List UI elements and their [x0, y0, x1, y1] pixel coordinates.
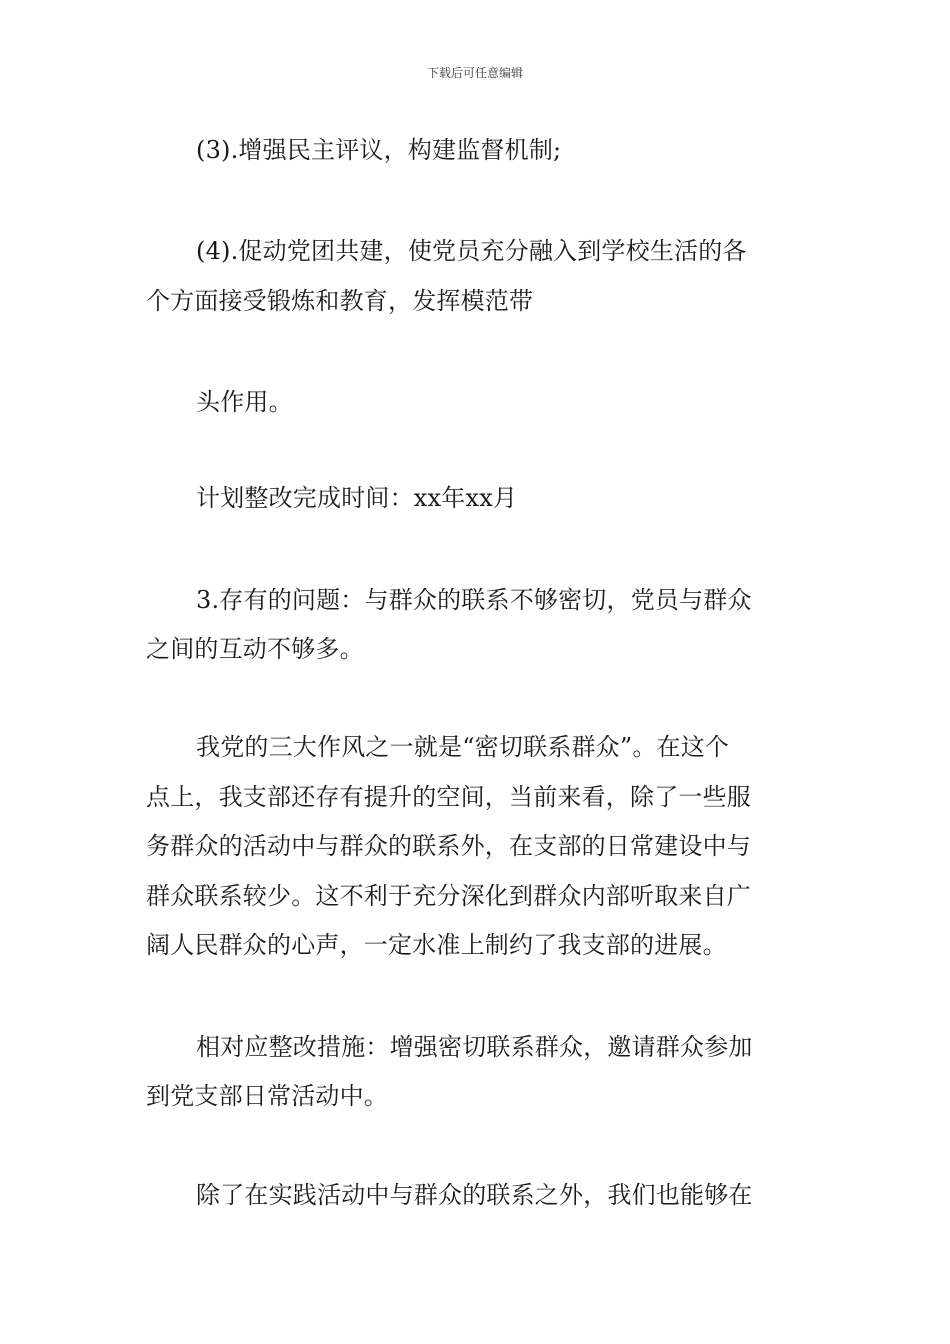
text-line: (4).促动党团共建，使党员充分融入到学校生活的各	[196, 237, 747, 265]
text-line: 计划整改完成时间：xx年xx月	[196, 484, 518, 512]
text-line: 除了在实践活动中与群众的联系之外，我们也能够在	[196, 1181, 753, 1209]
text-line: 之间的互动不够多。	[146, 635, 364, 663]
text-line: 群众联系较少。这不利于充分深化到群众内部听取来自广	[146, 882, 751, 910]
text-line: 头作用。	[196, 388, 293, 416]
text-line: 务群众的活动中与群众的联系外，在支部的日常建设中与	[146, 832, 751, 860]
text-line: 点上，我支部还存有提升的空间，当前来看，除了一些服	[146, 783, 751, 811]
text-line: 个方面接受锻炼和教育，发挥模范带	[146, 287, 534, 315]
text-line: (3).增强民主评议，构建监督机制;	[196, 136, 562, 164]
text-line: 相对应整改措施：增强密切联系群众，邀请群众参加	[196, 1033, 753, 1061]
text-line: 到党支部日常活动中。	[146, 1082, 388, 1110]
page-header-note: 下载后可任意编辑	[426, 66, 523, 80]
text-line: 我党的三大作风之一就是“密切联系群众”。在这个	[196, 733, 730, 761]
text-line: 3.存有的问题：与群众的联系不够密切，党员与群众	[196, 586, 752, 614]
text-line: 阔人民群众的心声，一定水准上制约了我支部的进展。	[146, 931, 727, 959]
